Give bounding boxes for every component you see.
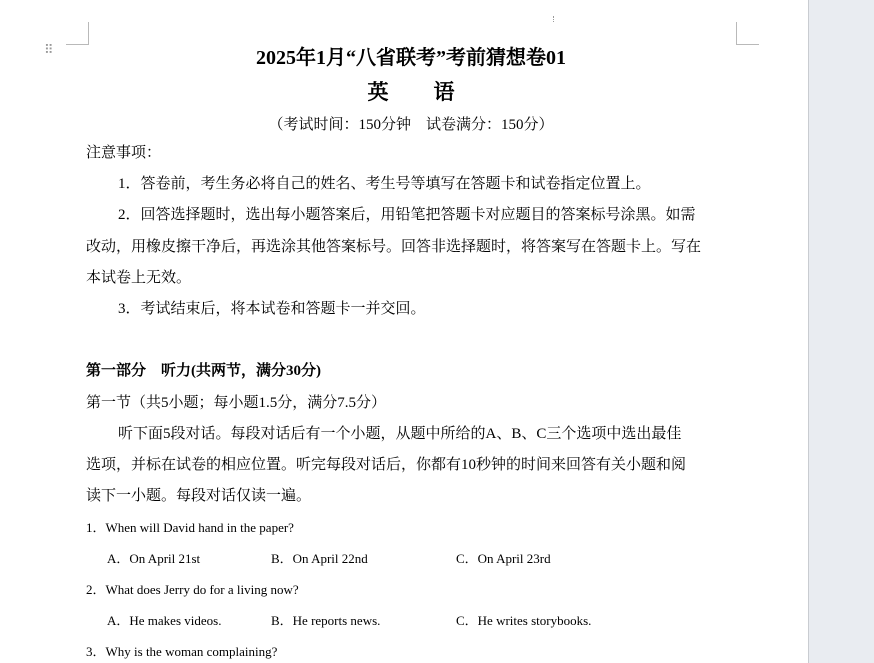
crop-mark-top-left [66, 22, 89, 45]
question-2-option-a: A．He makes videos. [107, 613, 222, 628]
drag-handle-icon[interactable]: ⠿ [44, 43, 55, 58]
question-2-option-c: C．He writes storybooks. [456, 613, 592, 628]
question-1-stem: 1．When will David hand in the paper? [86, 520, 294, 535]
question-1-option-a: A．On April 21st [107, 551, 201, 566]
instructions-line-3: 读下一小题。每段对话仅读一遍。 [86, 488, 312, 504]
notice-heading: 注意事项： [86, 145, 162, 161]
notice-item-2-line-2: 改动，用橡皮擦干净后，再选涂其他答案标号。回答非选择题时，将答案写在答题卡上。写在 [86, 239, 702, 255]
exam-info: （考试时间：150分钟 试卷满分：150分） [268, 117, 554, 133]
notice-item-2-line-1: 2．回答选择题时，选出每小题答案后，用铅笔把答题卡对应题目的答案标号涂黑。如需 [118, 207, 696, 223]
notice-item-1: 1．答卷前，考生务必将自己的姓名、考生号等填写在答题卡和试卷指定位置上。 [118, 176, 651, 192]
question-2-stem: 2．What does Jerry do for a living now? [86, 582, 299, 597]
question-3-stem: 3．Why is the woman complaining? [86, 644, 278, 659]
crop-mark-top-right [736, 22, 759, 45]
instructions-line-1: 听下面5段对话。每段对话后有一个小题，从题中所给的A、B、C三个选项中选出最佳 [118, 426, 682, 442]
workspace-background [809, 0, 874, 663]
notice-item-2-line-3: 本试卷上无效。 [86, 270, 192, 286]
header-marker [553, 16, 556, 22]
instructions-line-2: 选项，并标在试卷的相应位置。听完每段对话后，你都有10秒钟的时间来回答有关小题和阅 [86, 457, 687, 473]
document-title: 2025年1月“八省联考”考前猜想卷01 [256, 47, 566, 69]
notice-item-3: 3．考试结束后，将本试卷和答题卡一并交回。 [118, 301, 426, 317]
question-1-option-b: B．On April 22nd [271, 551, 368, 566]
question-2-option-b: B．He reports news. [271, 613, 381, 628]
part-heading: 第一部分 听力(共两节，满分30分) [86, 363, 321, 379]
subject-title: 英 语 [367, 80, 467, 104]
question-1-option-c: C．On April 23rd [456, 551, 551, 566]
section-heading: 第一节（共5小题；每小题1.5分，满分7.5分） [86, 395, 387, 411]
